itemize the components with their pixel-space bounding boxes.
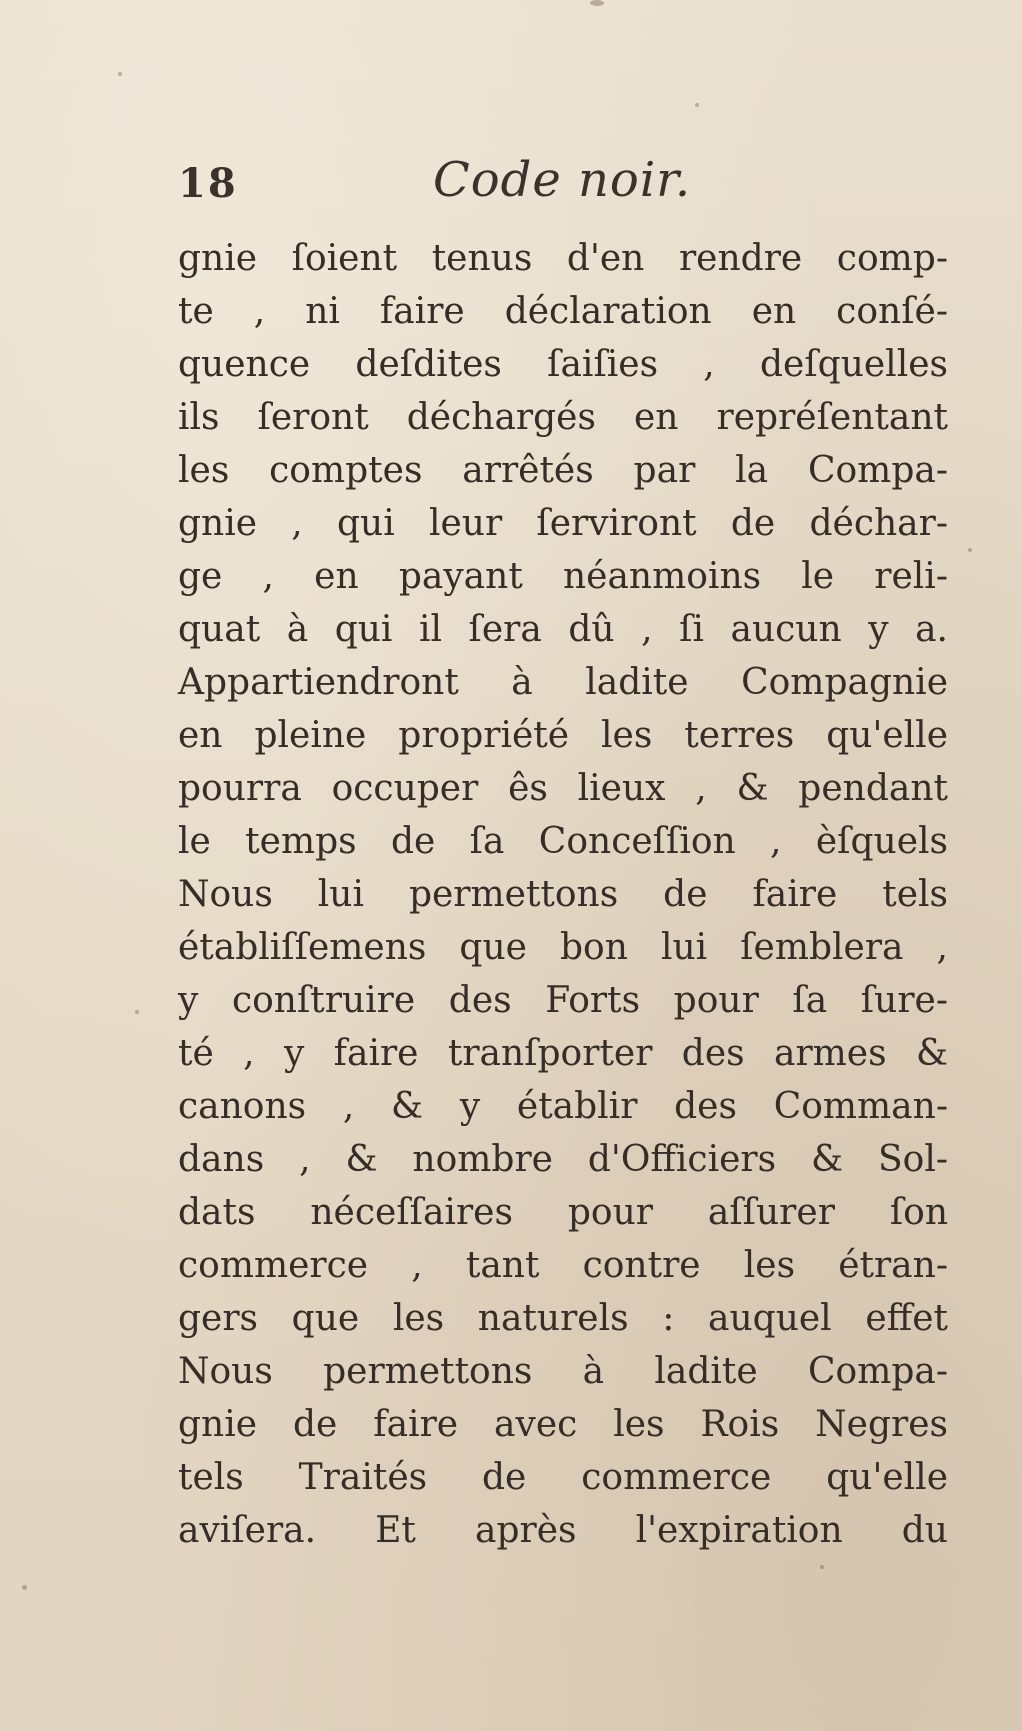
text-line: tels Traités de commerce qu'elle [178,1457,948,1498]
text-line: en pleine propriété les terres qu'elle [178,715,948,756]
text-line: dats néceſſaires pour aſſurer ſon [178,1192,948,1233]
text-line: Nous permettons à ladite Compa- [178,1351,948,1392]
text-line: y conſtruire des Forts pour ſa ſure- [178,980,948,1021]
text-line: commerce , tant contre les étran- [178,1245,948,1286]
page-header [178,152,948,222]
text-line: ils ſeront déchargés en repréſentant [178,397,948,438]
ink-speck [968,548,972,552]
text-line: dans , & nombre d'Officiers & Sol- [178,1139,948,1180]
text-line: ge , en payant néanmoins le reli- [178,556,948,597]
ink-speck [22,1585,27,1590]
ink-speck [820,1565,824,1569]
text-line: gnie ſoient tenus d'en rendre comp- [178,238,948,279]
ink-speck [695,103,699,107]
ink-speck [135,1010,139,1014]
text-line: Nous lui permettons de faire tels [178,874,948,915]
running-title: Code noir. [433,152,692,208]
ink-speck [118,72,122,76]
text-line: gers que les naturels : auquel effet [178,1298,948,1339]
text-line: gnie , qui leur ſerviront de déchar- [178,503,948,544]
text-line: gnie de faire avec les Rois Negres [178,1404,948,1445]
text-line: aviſera. Et après l'expiration du [178,1510,948,1551]
ink-speck [590,0,604,6]
text-line: quat à qui il ſera dû , ſi aucun y a. [178,609,948,650]
text-line: pourra occuper ês lieux , & pendant [178,768,948,809]
page-number: 18 [178,160,238,207]
text-line: établiſſemens que bon lui ſemblera , [178,927,948,968]
text-line: les comptes arrêtés par la Compa- [178,450,948,491]
body-text [178,232,948,1557]
text-line: té , y faire tranſporter des armes & [178,1033,948,1074]
text-line: te , ni faire déclaration en conſé- [178,291,948,332]
text-line: le temps de ſa Conceſſion , èſquels [178,821,948,862]
text-line: quence deſdites ſaiſies , deſquelles [178,344,948,385]
text-line: Appartiendront à ladite Compagnie [178,662,948,703]
text-line: canons , & y établir des Comman- [178,1086,948,1127]
